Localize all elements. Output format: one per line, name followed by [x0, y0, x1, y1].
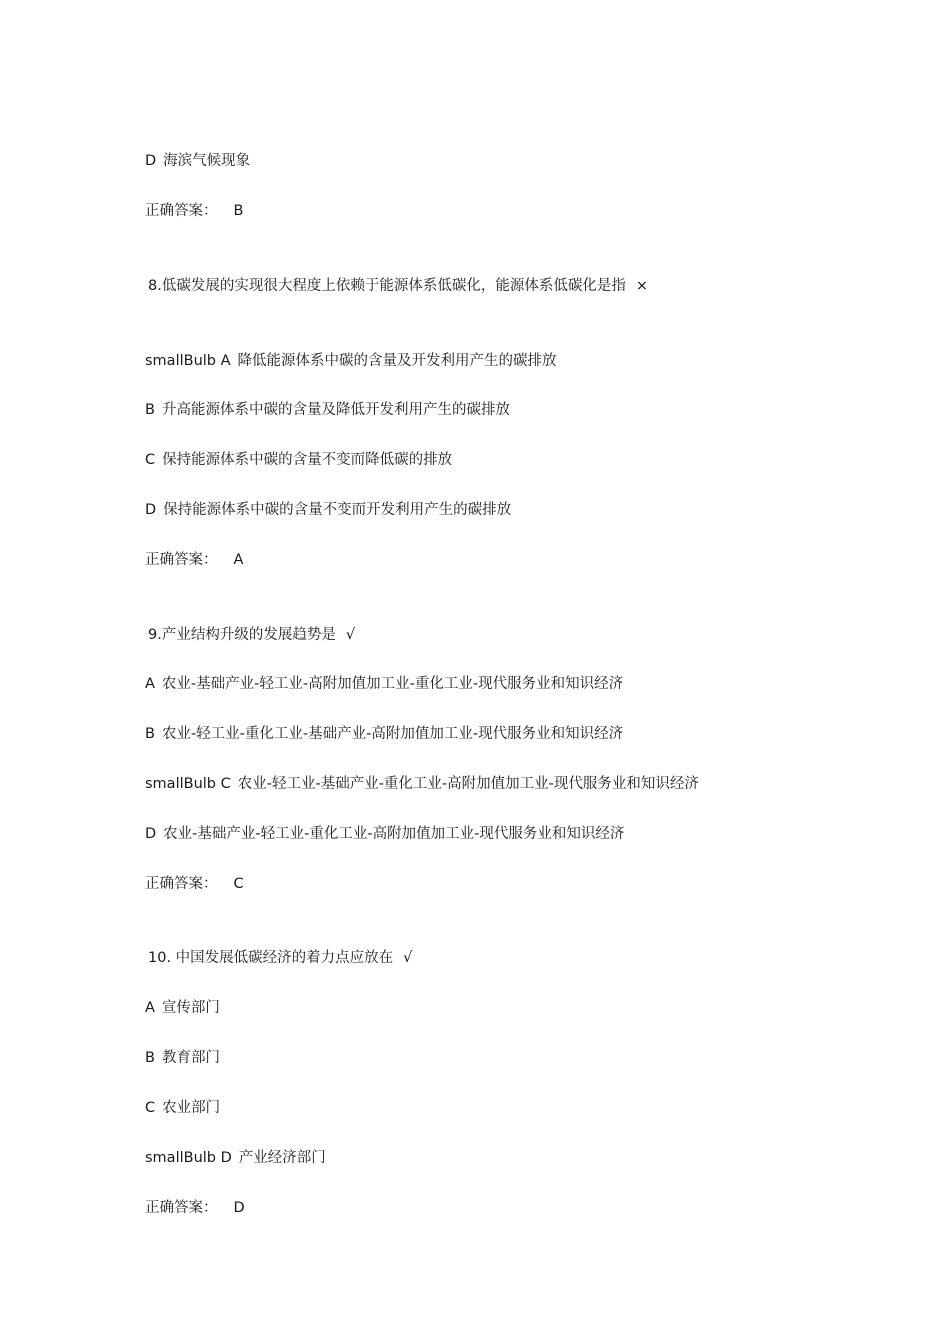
option-text: 保持能源体系中碳的含量不变而开发利用产生的碳排放 — [163, 502, 512, 518]
option-text: 农业部门 — [162, 1100, 221, 1116]
question-9-option-d — [145, 824, 624, 844]
question-number: 9. — [148, 627, 162, 643]
option-d — [145, 151, 250, 171]
question-8-option-d — [145, 500, 511, 520]
option-text: 产业经济部门 — [238, 1150, 326, 1166]
question-8-option-a — [145, 351, 557, 371]
small-bulb-icon: smallBulb — [145, 1150, 216, 1166]
option-letter: D — [145, 153, 157, 169]
option-letter: D — [145, 826, 157, 842]
question-10-option-a — [145, 998, 220, 1018]
question-8-option-b — [145, 400, 510, 420]
option-letter: A — [145, 676, 155, 692]
answer-label: 正确答案： — [145, 203, 218, 219]
question-9-option-b — [145, 724, 623, 744]
option-text: 降低能源体系中碳的含量及开发利用产生的碳排放 — [237, 353, 557, 369]
wrong-mark-icon: × — [635, 278, 648, 294]
option-text: 农业-轻工业-基础产业-重化工业-高附加值加工业-现代服务业和知识经济 — [237, 776, 699, 792]
answer-value: D — [233, 1200, 245, 1216]
question-8-option-c — [145, 450, 452, 470]
check-mark-icon: √ — [403, 950, 413, 966]
option-text: 农业-基础产业-轻工业-高附加值加工业-重化工业-现代服务业和知识经济 — [161, 676, 624, 692]
answer-label: 正确答案： — [145, 552, 218, 568]
option-text: 农业-基础产业-轻工业-重化工业-高附加值加工业-现代服务业和知识经济 — [163, 826, 625, 842]
option-letter: C — [220, 776, 231, 792]
question-text: 低碳发展的实现很大程度上依赖于能源体系低碳化，能源体系低碳化是指 — [161, 278, 626, 294]
question-10-correct-answer — [145, 1198, 245, 1218]
question-text: 中国发展低碳经济的着力点应放在 — [175, 950, 394, 966]
option-letter: D — [220, 1150, 232, 1166]
answer-value: B — [233, 203, 244, 219]
question-10-option-d — [145, 1148, 326, 1168]
check-mark-icon: √ — [345, 627, 356, 643]
option-text: 农业-轻工业-重化工业-基础产业-高附加值加工业-现代服务业和知识经济 — [161, 726, 624, 742]
option-text: 升高能源体系中碳的含量及降低开发利用产生的碳排放 — [161, 402, 510, 418]
small-bulb-icon: smallBulb — [145, 353, 216, 369]
option-letter: A — [145, 1000, 155, 1016]
answer-value: C — [233, 876, 244, 892]
question-9-title — [148, 625, 355, 645]
correct-answer — [145, 201, 243, 221]
option-letter: D — [145, 502, 157, 518]
option-text: 海滨气候现象 — [163, 153, 251, 169]
question-number: 8. — [148, 278, 162, 294]
question-text: 产业结构升级的发展趋势是 — [161, 627, 336, 643]
option-letter: B — [145, 1050, 155, 1066]
question-8-title — [148, 276, 648, 296]
option-text: 教育部门 — [161, 1050, 220, 1066]
answer-label: 正确答案： — [145, 876, 218, 892]
option-letter: B — [145, 726, 155, 742]
small-bulb-icon: smallBulb — [145, 776, 216, 792]
question-9-option-a — [145, 674, 623, 694]
question-8-correct-answer — [145, 550, 243, 570]
option-letter: B — [145, 402, 155, 418]
answer-value: A — [233, 552, 244, 568]
option-letter: A — [220, 353, 231, 369]
option-text: 保持能源体系中碳的含量不变而降低碳的排放 — [162, 452, 453, 468]
question-10-option-b — [145, 1048, 220, 1068]
answer-label: 正确答案： — [145, 1200, 218, 1216]
question-number: 10. — [148, 950, 172, 966]
question-10-option-c — [145, 1098, 220, 1118]
question-9-correct-answer — [145, 874, 244, 894]
option-text: 宣传部门 — [161, 1000, 220, 1016]
question-10-title — [148, 948, 412, 968]
question-9-option-c — [145, 774, 699, 794]
option-letter: C — [145, 452, 156, 468]
option-letter: C — [145, 1100, 156, 1116]
